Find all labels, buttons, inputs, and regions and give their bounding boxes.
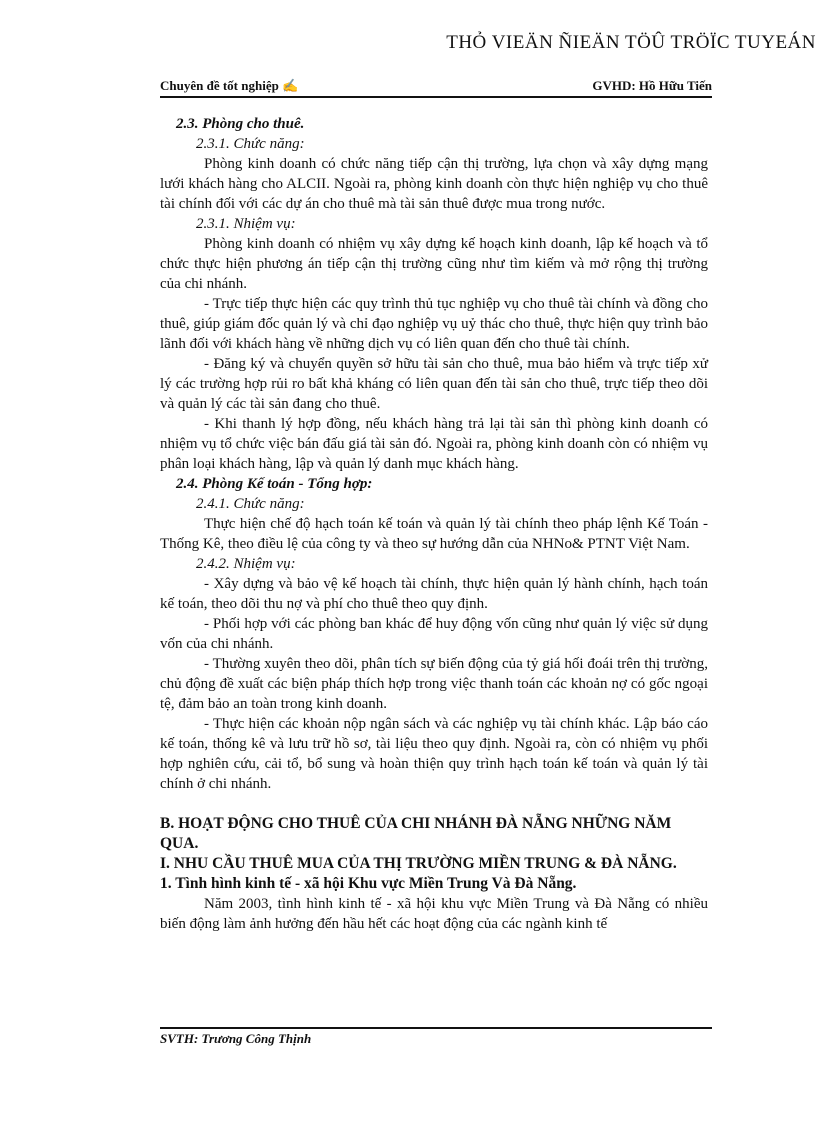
paragraph: Năm 2003, tình hình kinh tế - xã hội khu vực Miền Trung và Đà Nẵng có nhiều biến động làm ảnh hưởng đến hầu hết các hoạt động của các ngành kinh tế	[160, 896, 708, 932]
document-body	[160, 114, 708, 934]
paragraph: - Đăng ký và chuyển quyền sở hữu tài sản cho thuê, mua bảo hiểm và trực tiếp xử lý các trường hợp rủi ro bất khả kháng có liên quan đến tài sản cho thuê, trực tiếp theo dõi và quản lý các tài sản đang cho thuê.	[160, 356, 708, 412]
paragraph: - Thường xuyên theo dõi, phân tích sự biến động của tỷ giá hối đoái trên thị trường, chủ động đề xuất các biện pháp thích hợp trong việc thanh toán các khoản nợ có gốc ngoại tệ, đảm bảo an toàn trong kinh doanh.	[160, 656, 708, 712]
subheading-function: 2.3.1. Chức năng:	[196, 136, 305, 152]
heading-subsection-1: 1. Tình hình kinh tế - xã hội Khu vực Miền Trung Và Đà Nẵng.	[160, 875, 577, 892]
subheading-function: 2.4.1. Chức năng:	[196, 496, 305, 512]
paragraph: - Xây dựng và bảo vệ kế hoạch tài chính, thực hiện quản lý hành chính, hạch toán kế toán, theo dõi thu nợ và phí cho thuê theo quy định.	[160, 576, 708, 612]
heading-part-b: B. HOẠT ĐỘNG CHO THUÊ CỦA CHI NHÁNH ĐÀ NẴNG NHỮNG NĂM QUA.	[160, 815, 672, 852]
page-footer-student: SVTH: Trương Công Thịnh	[160, 1031, 312, 1046]
heading-section-i: I. NHU CẦU THUÊ MUA CỦA THỊ TRƯỜNG MIỀN TRUNG & ĐÀ NẴNG.	[160, 855, 677, 872]
paragraph: Phòng kinh doanh có nhiệm vụ xây dựng kế hoạch kinh doanh, lập kế hoạch và tổ chức thực hiện phương án tiếp cận thị trường cũng như tìm kiếm và mở rộng thị trường của chi nhánh.	[160, 236, 708, 292]
subheading-duties: 2.4.2. Nhiệm vụ:	[196, 556, 296, 572]
paragraph: - Thực hiện các khoản nộp ngân sách và các nghiệp vụ tài chính khác. Lập báo cáo kế toán, thống kê và lưu trữ hồ sơ, tài liệu theo quy định. Ngoài ra, còn có nhiệm vụ phối hợp nghiên cứu, cải tổ, bổ sung và hoàn thiện quy trình hạch toán kế toán và quản lý tài chính ở chi nhánh.	[160, 716, 708, 792]
paragraph: - Khi thanh lý hợp đồng, nếu khách hàng trả lại tài sản thì phòng kinh doanh có nhiệm vụ tổ chức việc bán đấu giá tài sản đó. Ngoài ra, phòng kinh doanh còn có nhiệm vụ phân loại khách hàng, lập và quản lý danh mục khách hàng.	[160, 416, 708, 472]
heading-section-2-4: 2.4. Phòng Kế toán - Tổng hợp:	[176, 476, 373, 492]
watermark-banner: THỎ VIEÄN ÑIEÄN TÖÛ TRÖÏC TUYEÁN	[446, 32, 816, 53]
footer-divider	[160, 1027, 712, 1029]
header-left-title: Chuyên đề tốt nghiệp ✍	[160, 78, 299, 93]
subheading-duties: 2.3.1. Nhiệm vụ:	[196, 216, 296, 232]
page-header	[160, 78, 712, 94]
paragraph: - Phối hợp với các phòng ban khác để huy động vốn cũng như quản lý việc sử dụng vốn của chi nhánh.	[160, 616, 708, 652]
heading-section-2-3: 2.3. Phòng cho thuê.	[176, 116, 305, 132]
header-divider	[160, 96, 712, 98]
header-right-advisor: GVHD: Hồ Hữu Tiến	[592, 78, 712, 93]
paragraph: Thực hiện chế độ hạch toán kế toán và quản lý tài chính theo pháp lệnh Kế Toán - Thống Kê, theo điều lệ của công ty và theo sự hướng dẫn của NHNo& PTNT Việt Nam.	[160, 516, 708, 552]
paragraph: Phòng kinh doanh có chức năng tiếp cận thị trường, lựa chọn và xây dựng mạng lưới khách hàng cho ALCII. Ngoài ra, phòng kinh doanh còn thực hiện nghiệp vụ cho thuê tài chính đối với các dự án cho thuê mà tài sản thuê được mua trong nước.	[160, 156, 708, 212]
paragraph: - Trực tiếp thực hiện các quy trình thủ tục nghiệp vụ cho thuê tài chính và đồng cho thuê, giúp giám đốc quản lý và chỉ đạo nghiệp vụ uỷ thác cho thuê, thực hiện quy trình bảo lãnh đối với khách hàng về những dịch vụ có liên quan đến cho thuê tài chính.	[160, 296, 708, 352]
